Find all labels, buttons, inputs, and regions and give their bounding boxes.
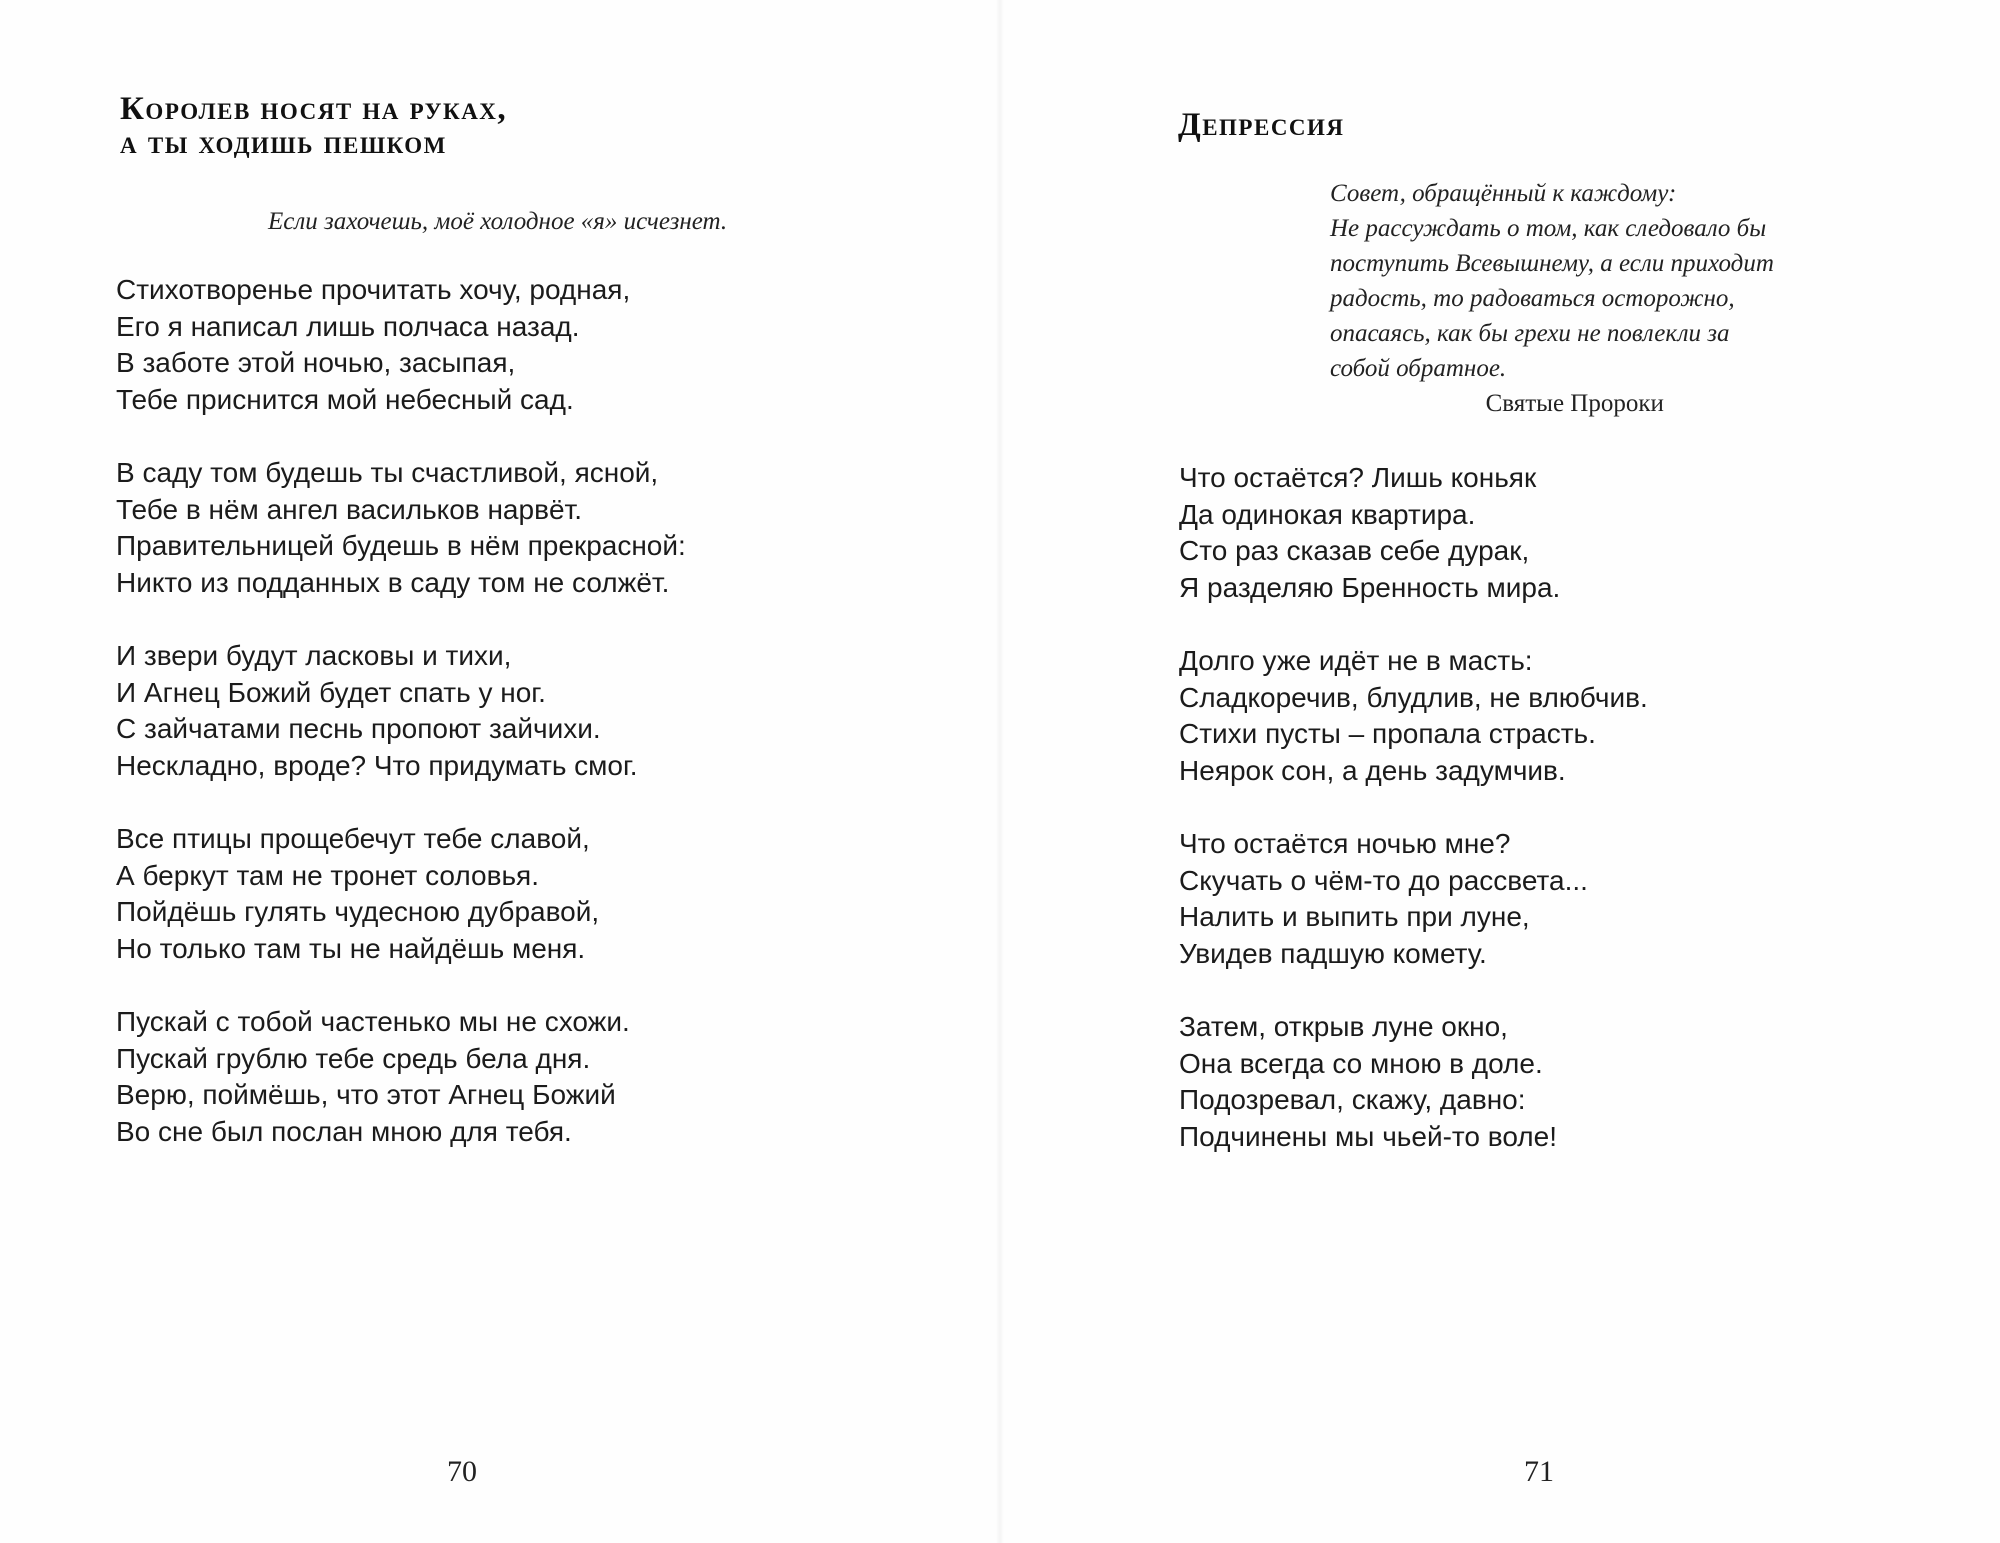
stanza [116,821,686,967]
verse-line: Подозревал, скажу, давно: [1179,1084,1526,1115]
verse-line: Верю, поймёшь, что этот Агнец Божий [116,1079,616,1110]
verse-line: Стихотворенье прочитать хочу, родная, [116,274,631,305]
stanza [1179,643,1648,789]
verse-line: Никто из подданных в саду том не солжёт. [116,566,670,598]
verse-line: И Агнец Божий будет спать у ног. [116,676,546,708]
verse-line: Подчинены мы чьей-то воле! [1179,1120,1557,1152]
stanza [116,638,686,784]
verse-line: Пускай грублю тебе средь бела дня. [116,1042,591,1074]
verse-line: И звери будут ласковы и тихи, [116,640,512,671]
epigraph-line: радость, то радоваться осторожно, [1330,285,1735,312]
verse-line: В саду том будешь ты счастливой, ясной, [116,457,659,488]
verse-line: Я разделяю Бренность мира. [1179,571,1561,603]
verse-line: Увидев падшую комету. [1179,937,1487,969]
verse-line: Тебе в нём ангел васильков нарвёт. [116,493,583,525]
epigraph-line: опасаясь, как бы грехи не повлекли за [1330,320,1730,347]
verse-line: Да одинокая квартира. [1179,498,1476,530]
verse-line: Но только там ты не найдёшь меня. [116,932,586,964]
poem-title-line: а ты ходишь пешком [120,125,447,161]
epigraph-line: Если захочешь, моё холодное «я» исчезнет. [268,208,728,235]
verse-line: Правительницей будешь в нём прекрасной: [116,530,686,561]
poem-body [116,272,686,1150]
epigraph-line: собой обратное. [1330,355,1507,382]
poem-title-line: Королев носят на руках, [120,91,508,127]
verse-line: Сто раз сказав себе дурак, [1179,535,1530,566]
epigraph [1330,176,1774,421]
stanza [116,455,686,601]
poem-title [120,92,507,160]
verse-line: В заботе этой ночью, засыпая, [116,347,516,378]
right-page [1004,0,2000,1543]
verse-line: Неярок сон, а день задумчив. [1179,754,1566,786]
epigraph-line: Не рассуждать о том, как следовало бы [1330,215,1767,242]
verse-line: С зайчатами песнь пропоют зайчихи. [116,713,601,744]
stanza [1179,1009,1648,1155]
verse-line: Сладкоречив, блудлив, не влюбчив. [1179,681,1648,713]
verse-line: Тебе приснится мой небесный сад. [116,383,574,415]
left-page [0,0,996,1543]
verse-line: Нескладно, вроде? Что придумать смог. [116,749,638,781]
book-gutter [996,0,1004,1543]
stanza [116,272,686,418]
verse-line: Стихи пусты – пропала страсть. [1179,718,1596,749]
verse-line: Пускай с тобой частенько мы не схожи. [116,1006,630,1037]
verse-line: Затем, открыв луне окно, [1179,1011,1508,1042]
verse-line: Его я написал лишь полчаса назад. [116,310,580,342]
verse-line: Пойдёшь гулять чудесною дубравой, [116,896,600,927]
verse-line: Что остаётся ночью мне? [1179,828,1511,859]
page-number: 70 [447,1455,477,1488]
stanza [116,1004,686,1150]
epigraph-line: Совет, обращённый к каждому: [1330,180,1677,207]
verse-line: Долго уже идёт не в масть: [1179,645,1533,676]
verse-line: А беркут там не тронет соловья. [116,859,539,891]
verse-line: Налить и выпить при луне, [1179,901,1530,932]
stanza [1179,460,1648,606]
poem-body [1179,460,1648,1155]
epigraph-line: поступить Всевышнему, а если приходит [1330,250,1774,277]
page-number: 71 [1524,1455,1554,1488]
verse-line: Во сне был послан мною для тебя. [116,1115,572,1147]
stanza [1179,826,1648,972]
poem-title [1178,108,1345,142]
verse-line: Что остаётся? Лишь коньяк [1179,462,1537,493]
poem-title-line: Депрессия [1178,107,1345,143]
verse-line: Все птицы прощебечут тебе славой, [116,823,590,854]
verse-line: Она всегда со мною в доле. [1179,1047,1543,1079]
verse-line: Скучать о чём-то до рассвета... [1179,864,1588,896]
epigraph [268,204,727,239]
epigraph-author: Святые Пророки [1485,390,1664,417]
